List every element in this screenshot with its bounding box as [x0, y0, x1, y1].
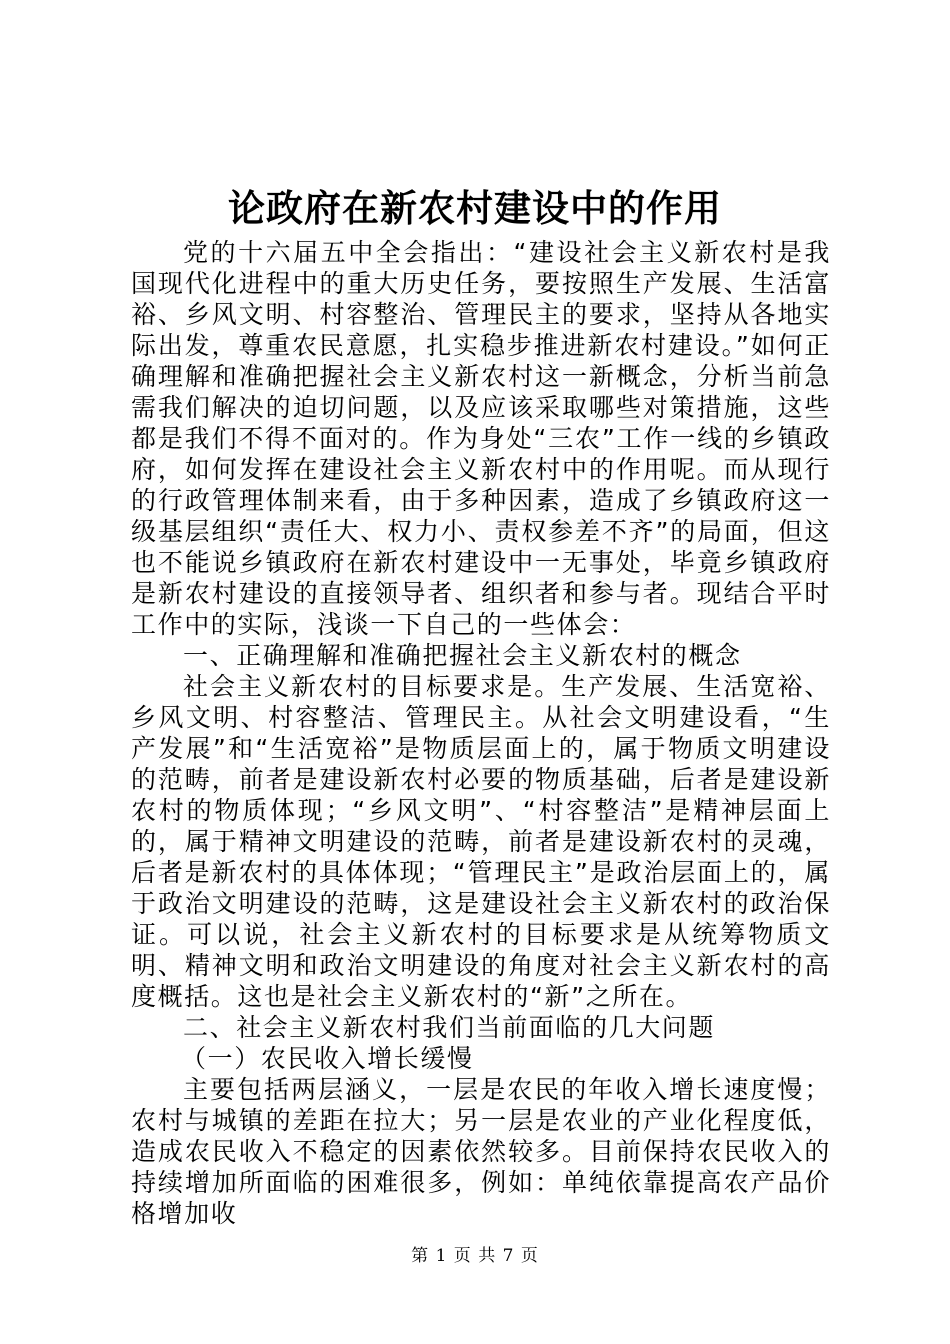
document-body [131, 237, 831, 1229]
section-heading-1: 一、正确理解和准确把握社会主义新农村的概念 [183, 641, 742, 670]
paragraph-intro: 党的十六届五中全会指出：“建设社会主义新农村是我国现代化进程中的重大历史任务，要按照生产发展、生活富裕、乡风文明、村容整治、管理民主的要求，坚持从各地实际出发，尊重农民意愿，扎实稳步推进新农村建设。”如何正确理解和准确把握社会主义新农村这一新概念，分析当前急需我们解决的迫切问题，以及应该采取哪些对策措施，这些都是我们不得不面对的。作为身处“三农”工作一线的乡镇政府，如何发挥在建设社会主义新农村中的作用呢。而从现行的行政管理体制来看，由于多种因素，造成了乡镇政府这一级基层组织“责任大、权力小、责权参差不齐”的局面，但这也不能说乡镇政府在新农村建设中一无事处，毕竟乡镇政府是新农村建设的直接领导者、组织者和参与者。现结合平时工作中的实际，浅谈一下自己的一些体会： [131, 238, 831, 639]
paragraph-section-1: 社会主义新农村的目标要求是。生产发展、生活宽裕、乡风文明、村容整洁、管理民主。从社会文明建设看，“生产发展”和“生活宽裕”是物质层面上的，属于物质文明建设的范畴，前者是建设新农村必要的物质基础，后者是建设新农村的物质体现；“乡风文明”、“村容整洁”是精神层面上的，属于精神文明建设的范畴，前者是建设新农村的灵魂，后者是新农村的具体体现；“管理民主”是政治层面上的，属于政治文明建设的范畴，这是建设社会主义新农村的政治保证。可以说，社会主义新农村的目标要求是从统筹物质文明、精神文明和政治文明建设的角度对社会主义新农村的高度概括。这也是社会主义新农村的“新”之所在。 [131, 672, 831, 1011]
document-title: 论政府在新农村建设中的作用 [228, 186, 722, 230]
subsection-heading-1: （一）农民收入增长缓慢 [181, 1044, 474, 1073]
paragraph-subsection-1: 主要包括两层涵义，一层是农民的年收入增长速度慢；农村与城镇的差距在拉大；另一层是农业的产业化程度低，造成农民收入不稳定的因素依然较多。目前保持农民收入的持续增加所面临的困难很多，例如：单纯依靠提高农产品价格增加收 [131, 1075, 831, 1228]
section-heading-2: 二、社会主义新农村我们当前面临的几大问题 [183, 1013, 716, 1042]
page-number-footer: 第 1 页 共 7 页 [411, 1246, 539, 1266]
